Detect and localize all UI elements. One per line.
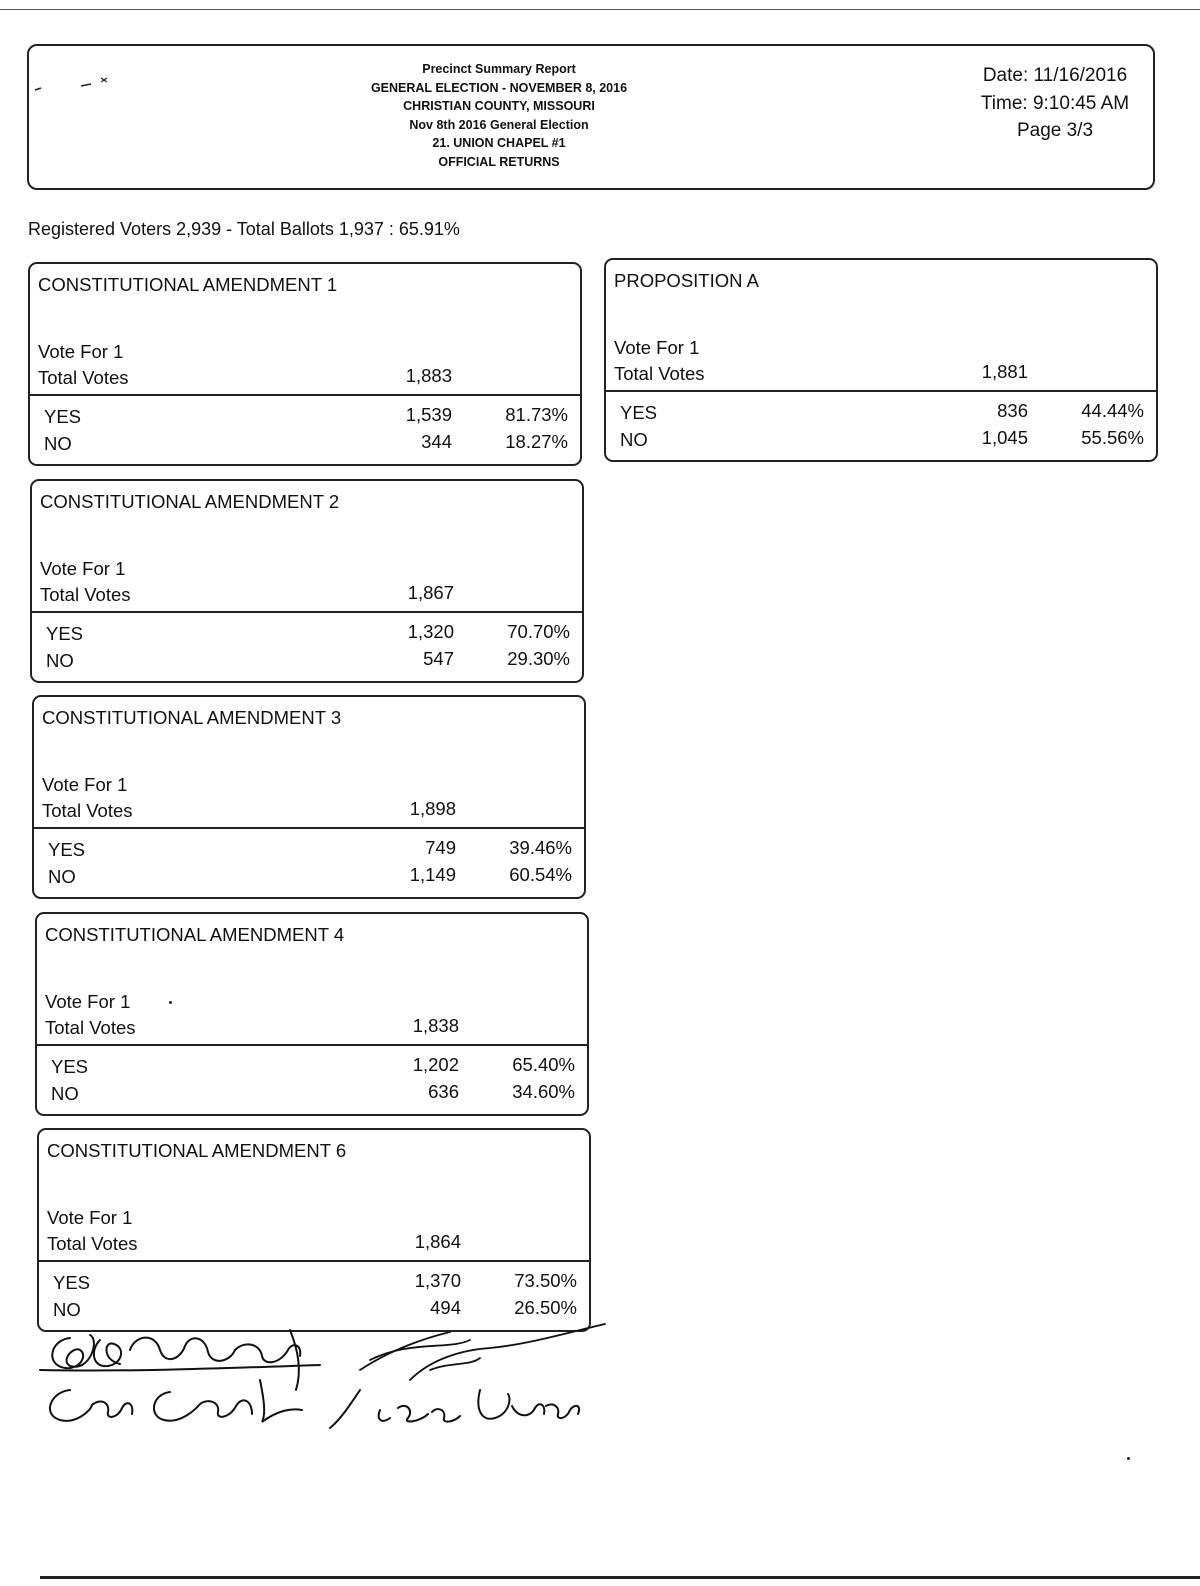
scan-marks-icon — [33, 72, 123, 96]
registered-voters-line: Registered Voters 2,939 - Total Ballots 1,937 : 65.91% — [28, 219, 460, 239]
contest-box-amendment-4 — [35, 912, 589, 1116]
yes-percent: 70.70% — [507, 621, 570, 642]
no-count: 547 — [423, 648, 454, 669]
signature-left-top — [40, 1330, 320, 1390]
yes-label: YES — [48, 839, 86, 860]
election-title: GENERAL ELECTION - NOVEMBER 8, 2016 — [370, 80, 628, 95]
yes-label: YES — [51, 1056, 89, 1077]
total-votes-value: 1,881 — [981, 361, 1028, 382]
no-label: NO — [48, 866, 76, 887]
vote-for-label: Vote For 1 — [42, 774, 128, 795]
yes-count: 1,539 — [405, 404, 452, 425]
contest-title: CONSTITUTIONAL AMENDMENT 2 — [40, 491, 340, 512]
contest-box-proposition-a — [604, 258, 1158, 462]
yes-percent: 73.50% — [514, 1270, 577, 1291]
top-rule — [0, 9, 1200, 10]
yes-percent: 81.73% — [505, 404, 568, 425]
contest-box-amendment-2 — [30, 479, 584, 683]
report-date: Date: 11/16/2016 — [982, 65, 1128, 86]
no-percent: 55.56% — [1081, 427, 1144, 448]
total-votes-value: 1,864 — [414, 1231, 461, 1252]
contest-box-amendment-1 — [28, 262, 582, 466]
no-label: NO — [620, 429, 648, 450]
contest-title: CONSTITUTIONAL AMENDMENT 3 — [42, 707, 342, 728]
no-count: 344 — [421, 431, 452, 452]
total-votes-label: Total Votes — [42, 800, 133, 821]
total-votes-label: Total Votes — [614, 363, 705, 384]
yes-label: YES — [620, 402, 658, 423]
stray-mark — [169, 1001, 172, 1004]
total-votes-value: 1,867 — [407, 582, 454, 603]
divider — [37, 1044, 587, 1046]
yes-label: YES — [46, 623, 84, 644]
total-votes-value: 1,898 — [409, 798, 456, 819]
handwritten-signatures — [30, 1310, 610, 1440]
no-percent: 18.27% — [505, 431, 568, 452]
divider — [32, 611, 582, 613]
vote-for-label: Vote For 1 — [38, 341, 124, 362]
contest-title: PROPOSITION A — [614, 270, 759, 291]
yes-percent: 65.40% — [512, 1054, 575, 1075]
stray-mark — [1127, 1457, 1130, 1460]
no-label: NO — [44, 433, 72, 454]
yes-count: 836 — [997, 400, 1028, 421]
yes-percent: 44.44% — [1081, 400, 1144, 421]
divider — [606, 390, 1156, 392]
signature-right-bottom — [330, 1390, 579, 1428]
report-time: Time: 9:10:45 AM — [980, 92, 1130, 114]
precinct-name: 21. UNION CHAPEL #1 — [432, 136, 566, 150]
contest-box-amendment-3 — [32, 695, 586, 899]
vote-for-label: Vote For 1 — [47, 1207, 133, 1228]
bottom-rule — [40, 1576, 1200, 1579]
divider — [34, 827, 584, 829]
no-percent: 34.60% — [512, 1081, 575, 1102]
no-count: 1,045 — [981, 427, 1028, 448]
no-percent: 26.50% — [514, 1297, 577, 1318]
no-count: 494 — [430, 1297, 461, 1318]
contest-title: CONSTITUTIONAL AMENDMENT 6 — [47, 1140, 347, 1161]
election-name: Nov 8th 2016 General Election — [409, 117, 589, 132]
yes-percent: 39.46% — [509, 837, 572, 858]
contest-title: CONSTITUTIONAL AMENDMENT 1 — [38, 274, 338, 295]
total-votes-label: Total Votes — [45, 1017, 136, 1038]
vote-for-label: Vote For 1 — [40, 558, 126, 579]
no-count: 636 — [428, 1081, 459, 1102]
no-count: 1,149 — [409, 864, 456, 885]
yes-count: 1,202 — [412, 1054, 459, 1075]
county-name: CHRISTIAN COUNTY, MISSOURI — [403, 99, 595, 113]
page-number: Page 3/3 — [1016, 120, 1094, 141]
total-votes-label: Total Votes — [47, 1233, 138, 1254]
no-label: NO — [51, 1083, 79, 1104]
no-label: NO — [53, 1299, 81, 1320]
report-heading — [299, 60, 699, 171]
total-votes-label: Total Votes — [38, 367, 129, 388]
total-votes-label: Total Votes — [40, 584, 131, 605]
divider — [39, 1260, 589, 1262]
yes-label: YES — [53, 1272, 91, 1293]
divider — [30, 394, 580, 396]
contest-title: CONSTITUTIONAL AMENDMENT 4 — [45, 924, 345, 945]
report-header — [27, 44, 1155, 190]
vote-for-label: Vote For 1 — [45, 991, 131, 1012]
contest-box-amendment-6 — [37, 1128, 591, 1332]
no-percent: 60.54% — [509, 864, 572, 885]
yes-count: 749 — [425, 837, 456, 858]
report-meta — [965, 62, 1145, 145]
signature-right-top — [360, 1324, 605, 1380]
yes-count: 1,370 — [414, 1270, 461, 1291]
total-votes-value: 1,838 — [412, 1015, 459, 1036]
returns-status: OFFICIAL RETURNS — [438, 154, 560, 169]
report-title: Precinct Summary Report — [422, 62, 576, 76]
signature-left-bottom — [50, 1380, 302, 1422]
no-percent: 29.30% — [507, 648, 570, 669]
no-label: NO — [46, 650, 74, 671]
yes-count: 1,320 — [407, 621, 454, 642]
yes-label: YES — [44, 406, 82, 427]
vote-for-label: Vote For 1 — [614, 337, 700, 358]
total-votes-value: 1,883 — [405, 365, 452, 386]
